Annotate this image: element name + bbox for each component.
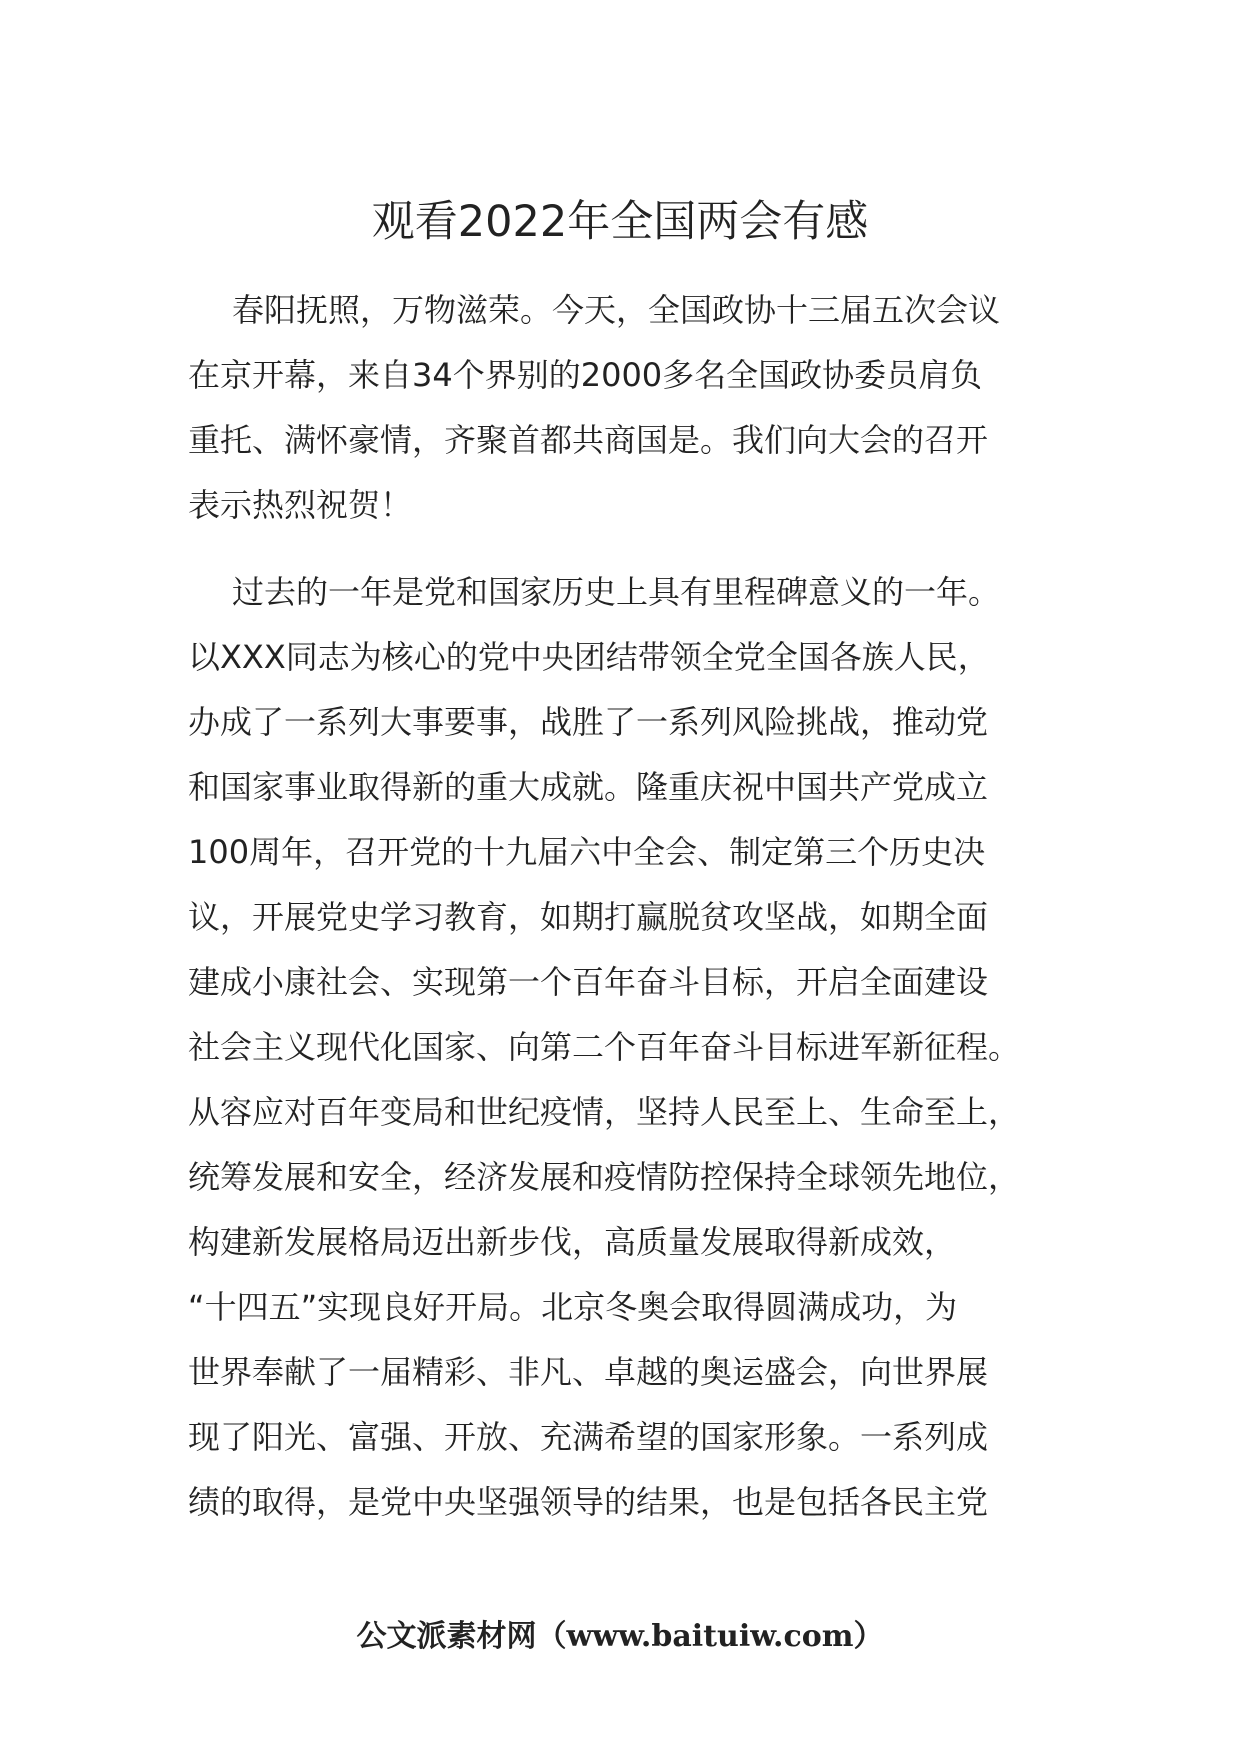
paragraph-line: 办成了一系列大事要事，战胜了一系列风险挑战，推动党	[188, 703, 989, 741]
paragraph-line: 表示热烈祝贺！	[188, 486, 413, 524]
paragraph-line: 议，开展党史学习教育，如期打赢脱贫攻坚战，如期全面	[188, 898, 989, 936]
paragraph-line: 统筹发展和安全，经济发展和疫情防控保持全球领先地位，	[188, 1158, 1021, 1196]
paragraph-line: 世界奉献了一届精彩、非凡、卓越的奥运盛会，向世界展	[188, 1353, 989, 1391]
paragraph-line: 春阳抚照，万物滋荣。今天，全国政协十三届五次会议	[232, 291, 1001, 329]
paragraph-line: 现了阳光、富强、开放、充满希望的国家形象。一系列成	[188, 1418, 989, 1456]
paragraph-line: 建成小康社会、实现第一个百年奋斗目标，开启全面建设	[188, 963, 989, 1001]
paragraph-line: 在京开幕，来自34个界别的2000多名全国政协委员肩负	[188, 356, 983, 394]
paragraph-line: 100周年，召开党的十九届六中全会、制定第三个历史决	[188, 833, 986, 871]
paragraph-line: 社会主义现代化国家、向第二个百年奋斗目标进军新征程。	[188, 1028, 1021, 1066]
paragraph-line: 从容应对百年变局和世纪疫情，坚持人民至上、生命至上，	[188, 1093, 1021, 1131]
paragraph-line: 构建新发展格局迈出新步伐，高质量发展取得新成效，	[188, 1223, 957, 1261]
paragraph-2	[188, 560, 1068, 1535]
paragraph-line: 过去的一年是党和国家历史上具有里程碑意义的一年。	[232, 573, 1001, 611]
paragraph-line: 重托、满怀豪情，齐聚首都共商国是。我们向大会的召开	[188, 421, 989, 459]
document-title: 观看2022年全国两会有感	[371, 197, 869, 247]
paragraph-line: 绩的取得，是党中央坚强领导的结果，也是包括各民主党	[188, 1483, 989, 1521]
paragraph-line: 和国家事业取得新的重大成就。隆重庆祝中国共产党成立	[188, 768, 989, 806]
paragraph-line: “十四五”实现良好开局。北京冬奥会取得圆满成功，为	[188, 1288, 958, 1326]
paragraph-line: 以XXX同志为核心的党中央团结带领全党全国各族人民，	[188, 638, 990, 676]
page-footer: 公文派素材网（www.baituiw.com）	[356, 1619, 884, 1654]
paragraph-1	[188, 278, 1068, 538]
